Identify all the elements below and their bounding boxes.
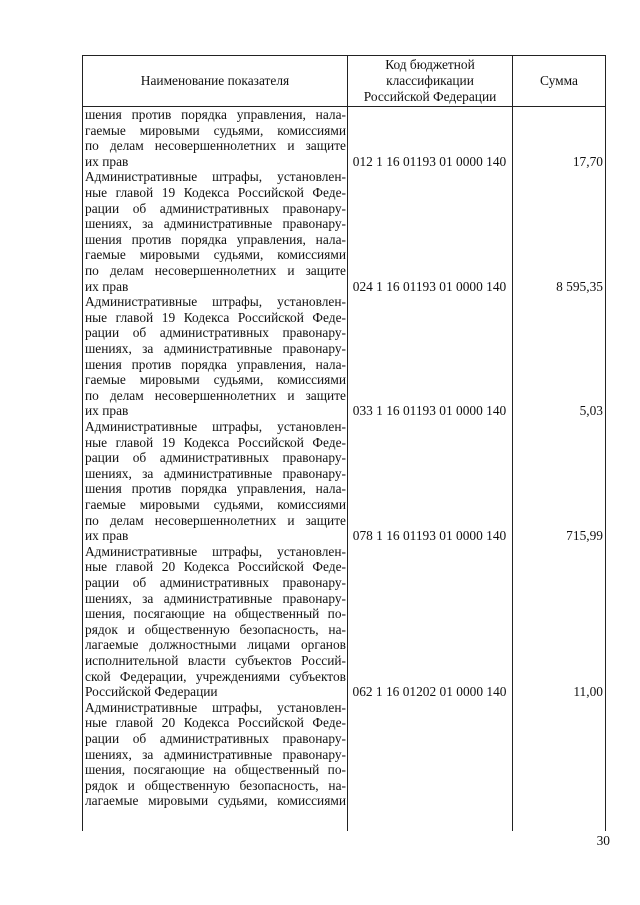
table-row-sum: 8 595,35	[556, 278, 603, 294]
table-row-text-line: ской Федерации, учреждениями субъектов	[85, 668, 346, 684]
header-code-line: Российской Федерации	[363, 89, 497, 104]
budget-table	[82, 55, 606, 831]
table-row-text-line: рации об административных правонару-	[85, 575, 346, 590]
table-row-sum: 715,99	[566, 528, 603, 544]
table-row-text-line: ные главой 19 Кодекса Российской Феде-	[85, 185, 346, 200]
table-row-text-line: их прав	[85, 153, 129, 169]
header-sum	[513, 56, 605, 106]
table-row-text-line: ные главой 19 Кодекса Российской Феде-	[85, 434, 346, 450]
table-row-code: 012 1 16 01193 01 0000 140	[352, 153, 507, 169]
table-row-text-line: рации об административных правонару-	[85, 200, 346, 216]
table-row-text-line: шениях, за административные правонару-	[85, 590, 346, 606]
column-divider	[512, 56, 513, 831]
table-row-text-line: шениях, за административные правонару-	[85, 465, 346, 481]
table-row-code: 024 1 16 01193 01 0000 140	[352, 278, 507, 294]
table-row-text-line: ные главой 19 Кодекса Российской Феде-	[85, 309, 346, 325]
table-row-text-line: шения против порядка управления, нала-	[85, 481, 346, 497]
table-row-text-line: рядок и общественную безопасность, на-	[85, 621, 346, 637]
table-row-text-line: шениях, за административные правонару-	[85, 216, 346, 232]
table-row-text-line: их прав	[85, 528, 129, 544]
table-row-text-line: шения против порядка управления, нала-	[85, 231, 346, 247]
table-row-text-line: гаемые мировыми судьями, комиссиями	[85, 372, 346, 388]
table-row-text-line: Административные штрафы, установлен-	[85, 169, 346, 185]
table-row-text-line: лагаемые должностными лицами органов	[85, 637, 346, 653]
table-row-text-line: рации об административных правонару-	[85, 731, 346, 746]
table-row-text-line: Административные штрафы, установлен-	[85, 543, 346, 559]
table-row-text-line: Административные штрафы, установлен-	[85, 699, 346, 715]
table-row-text-line: ные главой 20 Кодекса Российской Феде-	[85, 715, 346, 731]
table-row-text-line: гаемые мировыми судьями, комиссиями	[85, 247, 346, 263]
table-row-text-line: по делам несовершеннолетних и защите	[85, 387, 346, 403]
header-sum-label: Сумма	[540, 73, 578, 88]
table-row-text-line: их прав	[85, 278, 129, 294]
table-row-code: 033 1 16 01193 01 0000 140	[352, 403, 507, 419]
table-row-text-line: лагаемые мировыми судьями, комиссиями	[85, 793, 346, 809]
table-row-text-line: рации об административных правонару-	[85, 325, 346, 341]
column-divider	[347, 56, 348, 831]
table-row-text-line: шениях, за административные правонару-	[85, 341, 346, 356]
table-row-text-line: Российской Федерации	[85, 684, 218, 700]
table-row-text-line: Административные штрафы, установлен-	[85, 294, 346, 310]
table-row-sum: 17,70	[572, 153, 603, 169]
table-row-sum: 5,03	[579, 403, 603, 419]
table-row-text-line: Административные штрафы, установлен-	[85, 419, 346, 434]
table-row-text-line: их прав	[85, 403, 129, 419]
table-row-text-line: шения против порядка управления, нала-	[85, 107, 346, 122]
header-name-label: Наименование показателя	[140, 73, 290, 88]
table-row-text-line: шения против порядка управления, нала-	[85, 356, 346, 372]
table-row-text-line: ные главой 20 Кодекса Российской Феде-	[85, 559, 346, 575]
header-code-line: Код бюджетной	[385, 57, 475, 72]
table-row-code: 062 1 16 01202 01 0000 140	[352, 684, 507, 700]
page-number: 30	[596, 833, 610, 848]
header-code	[348, 56, 512, 106]
table-row-text-line: шения, посягающие на общественный по-	[85, 762, 346, 778]
table-row-text-line: гаемые мировыми судьями, комиссиями	[85, 122, 346, 138]
table-row-text-line: рядок и общественную безопасность, на-	[85, 777, 346, 793]
table-row-text-line: рации об административных правонару-	[85, 450, 346, 466]
table-row-text-line: по делам несовершеннолетних и защите	[85, 512, 346, 528]
table-row-text-line: шения, посягающие на общественный по-	[85, 606, 346, 622]
table-row-text-line: шениях, за административные правонару-	[85, 746, 346, 762]
table-row-text-line: по делам несовершеннолетних и защите	[85, 263, 346, 278]
table-row-text-line: исполнительной власти субъектов Россий-	[85, 653, 346, 668]
header-name	[83, 56, 347, 106]
table-row-code: 078 1 16 01193 01 0000 140	[352, 528, 507, 544]
table-row-text-line: по делам несовершеннолетних и защите	[85, 138, 346, 154]
header-code-line: классификации	[386, 73, 474, 88]
table-row-sum: 11,00	[573, 684, 603, 700]
table-row-text-line: гаемые мировыми судьями, комиссиями	[85, 497, 346, 512]
